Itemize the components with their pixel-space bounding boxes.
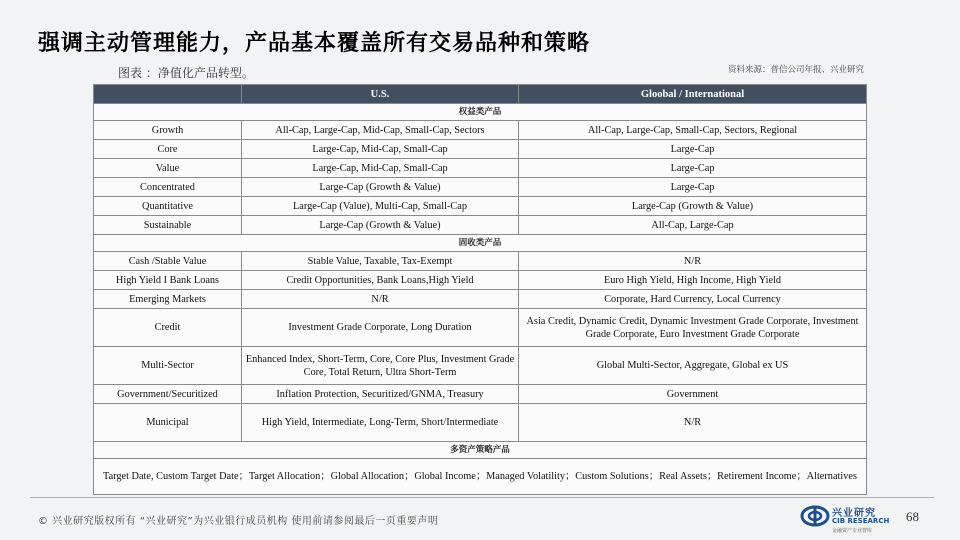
row-label: Concentrated xyxy=(94,178,242,197)
source-note: 资料来源：普信公司年报、兴业研究 xyxy=(727,65,864,75)
table-row xyxy=(94,197,867,216)
us-cell: Credit Opportunities, Bank Loans,High Yield xyxy=(242,271,519,290)
footer-divider xyxy=(30,497,934,498)
us-cell: Large-Cap, Mid-Cap, Small-Cap xyxy=(242,140,519,159)
us-cell: Large-Cap (Growth & Value) xyxy=(242,178,519,197)
row-label: Emerging Markets xyxy=(94,290,242,309)
logo-mark-icon xyxy=(800,505,830,527)
section-row xyxy=(94,442,867,459)
row-label: Multi-Sector xyxy=(94,347,242,385)
global-cell: All-Cap, Large-Cap, Small-Cap, Sectors, Regional xyxy=(519,121,867,140)
global-cell: Global Multi-Sector, Aggregate, Global ex US xyxy=(519,347,867,385)
table-row xyxy=(94,459,867,495)
row-label: Cash /Stable Value xyxy=(94,252,242,271)
us-cell: Large-Cap (Growth & Value) xyxy=(242,216,519,235)
figure-caption: 图表 ：净值化产品转型。 xyxy=(118,66,254,80)
row-label: Government/Securitized xyxy=(94,385,242,404)
us-cell: High Yield, Intermediate, Long-Term, Short/Intermediate xyxy=(242,404,519,442)
global-cell: N/R xyxy=(519,252,867,271)
header-us: U.S. xyxy=(242,85,519,104)
global-cell: Corporate, Hard Currency, Local Currency xyxy=(519,290,867,309)
table-row xyxy=(94,159,867,178)
table-row xyxy=(94,140,867,159)
row-label: Growth xyxy=(94,121,242,140)
global-cell: Euro High Yield, High Income, High Yield xyxy=(519,271,867,290)
row-label: Quantitative xyxy=(94,197,242,216)
footer-copyright: © 兴业研究版权所有 “兴业研究”为兴业银行成员机构 使用前请参阅最后一页重要声明 xyxy=(38,516,439,527)
row-label: Credit xyxy=(94,309,242,347)
multi-asset-cell: Target Date, Custom Target Date；Target Allocation；Global Allocation；Global Income；Managed Volatility；Custom Solutions；Real Assets；Retirement Income；Alternatives xyxy=(94,459,867,495)
row-label: High Yield I Bank Loans xyxy=(94,271,242,290)
table-row xyxy=(94,309,867,347)
header-corner xyxy=(94,85,242,104)
section-multi-asset: 多资产策略产品 xyxy=(94,442,867,459)
product-table xyxy=(93,84,867,495)
row-label: Sustainable xyxy=(94,216,242,235)
us-cell: Enhanced Index, Short-Term, Core, Core Plus, Investment Grade Core, Total Return, Ultra Short-Term xyxy=(242,347,519,385)
row-label: Municipal xyxy=(94,404,242,442)
table-row xyxy=(94,271,867,290)
table-row xyxy=(94,216,867,235)
section-equity: 权益类产品 xyxy=(94,104,867,121)
us-cell: Large-Cap, Mid-Cap, Small-Cap xyxy=(242,159,519,178)
cib-research-logo xyxy=(800,504,896,536)
table-row xyxy=(94,290,867,309)
section-fixed-income: 固收类产品 xyxy=(94,235,867,252)
us-cell: Stable Value, Taxable, Tax-Exempt xyxy=(242,252,519,271)
table-row xyxy=(94,178,867,197)
table-row xyxy=(94,121,867,140)
table-header-row xyxy=(94,85,867,104)
global-cell: Large-Cap (Growth & Value) xyxy=(519,197,867,216)
page-title: 强调主动管理能力，产品基本覆盖所有交易品种和策略 xyxy=(38,31,591,56)
section-row xyxy=(94,235,867,252)
us-cell: Large-Cap (Value), Multi-Cap, Small-Cap xyxy=(242,197,519,216)
row-label: Value xyxy=(94,159,242,178)
global-cell: Asia Credit, Dynamic Credit, Dynamic Investment Grade Corporate, Investment Grade Corporate, Euro Investment Grade Corporate xyxy=(519,309,867,347)
us-cell: Inflation Protection, Securitized/GNMA, Treasury xyxy=(242,385,519,404)
page-number: 68 xyxy=(906,509,919,524)
us-cell: All-Cap, Large-Cap, Mid-Cap, Small-Cap, Sectors xyxy=(242,121,519,140)
table-row xyxy=(94,252,867,271)
logo-cn-text: 兴业研究 xyxy=(832,508,876,519)
header-global: Gloobal / International xyxy=(519,85,867,104)
global-cell: All-Cap, Large-Cap xyxy=(519,216,867,235)
global-cell: N/R xyxy=(519,404,867,442)
logo-en-text: CIB RESEARCH xyxy=(832,517,890,525)
table-row xyxy=(94,347,867,385)
row-label: Core xyxy=(94,140,242,159)
global-cell: Large-Cap xyxy=(519,140,867,159)
us-cell: Investment Grade Corporate, Long Duration xyxy=(242,309,519,347)
global-cell: Large-Cap xyxy=(519,159,867,178)
section-row xyxy=(94,104,867,121)
us-cell: N/R xyxy=(242,290,519,309)
table-row xyxy=(94,385,867,404)
global-cell: Government xyxy=(519,385,867,404)
global-cell: Large-Cap xyxy=(519,178,867,197)
table-row xyxy=(94,404,867,442)
logo-sub-text: 金融资产专业智库 xyxy=(832,528,873,534)
